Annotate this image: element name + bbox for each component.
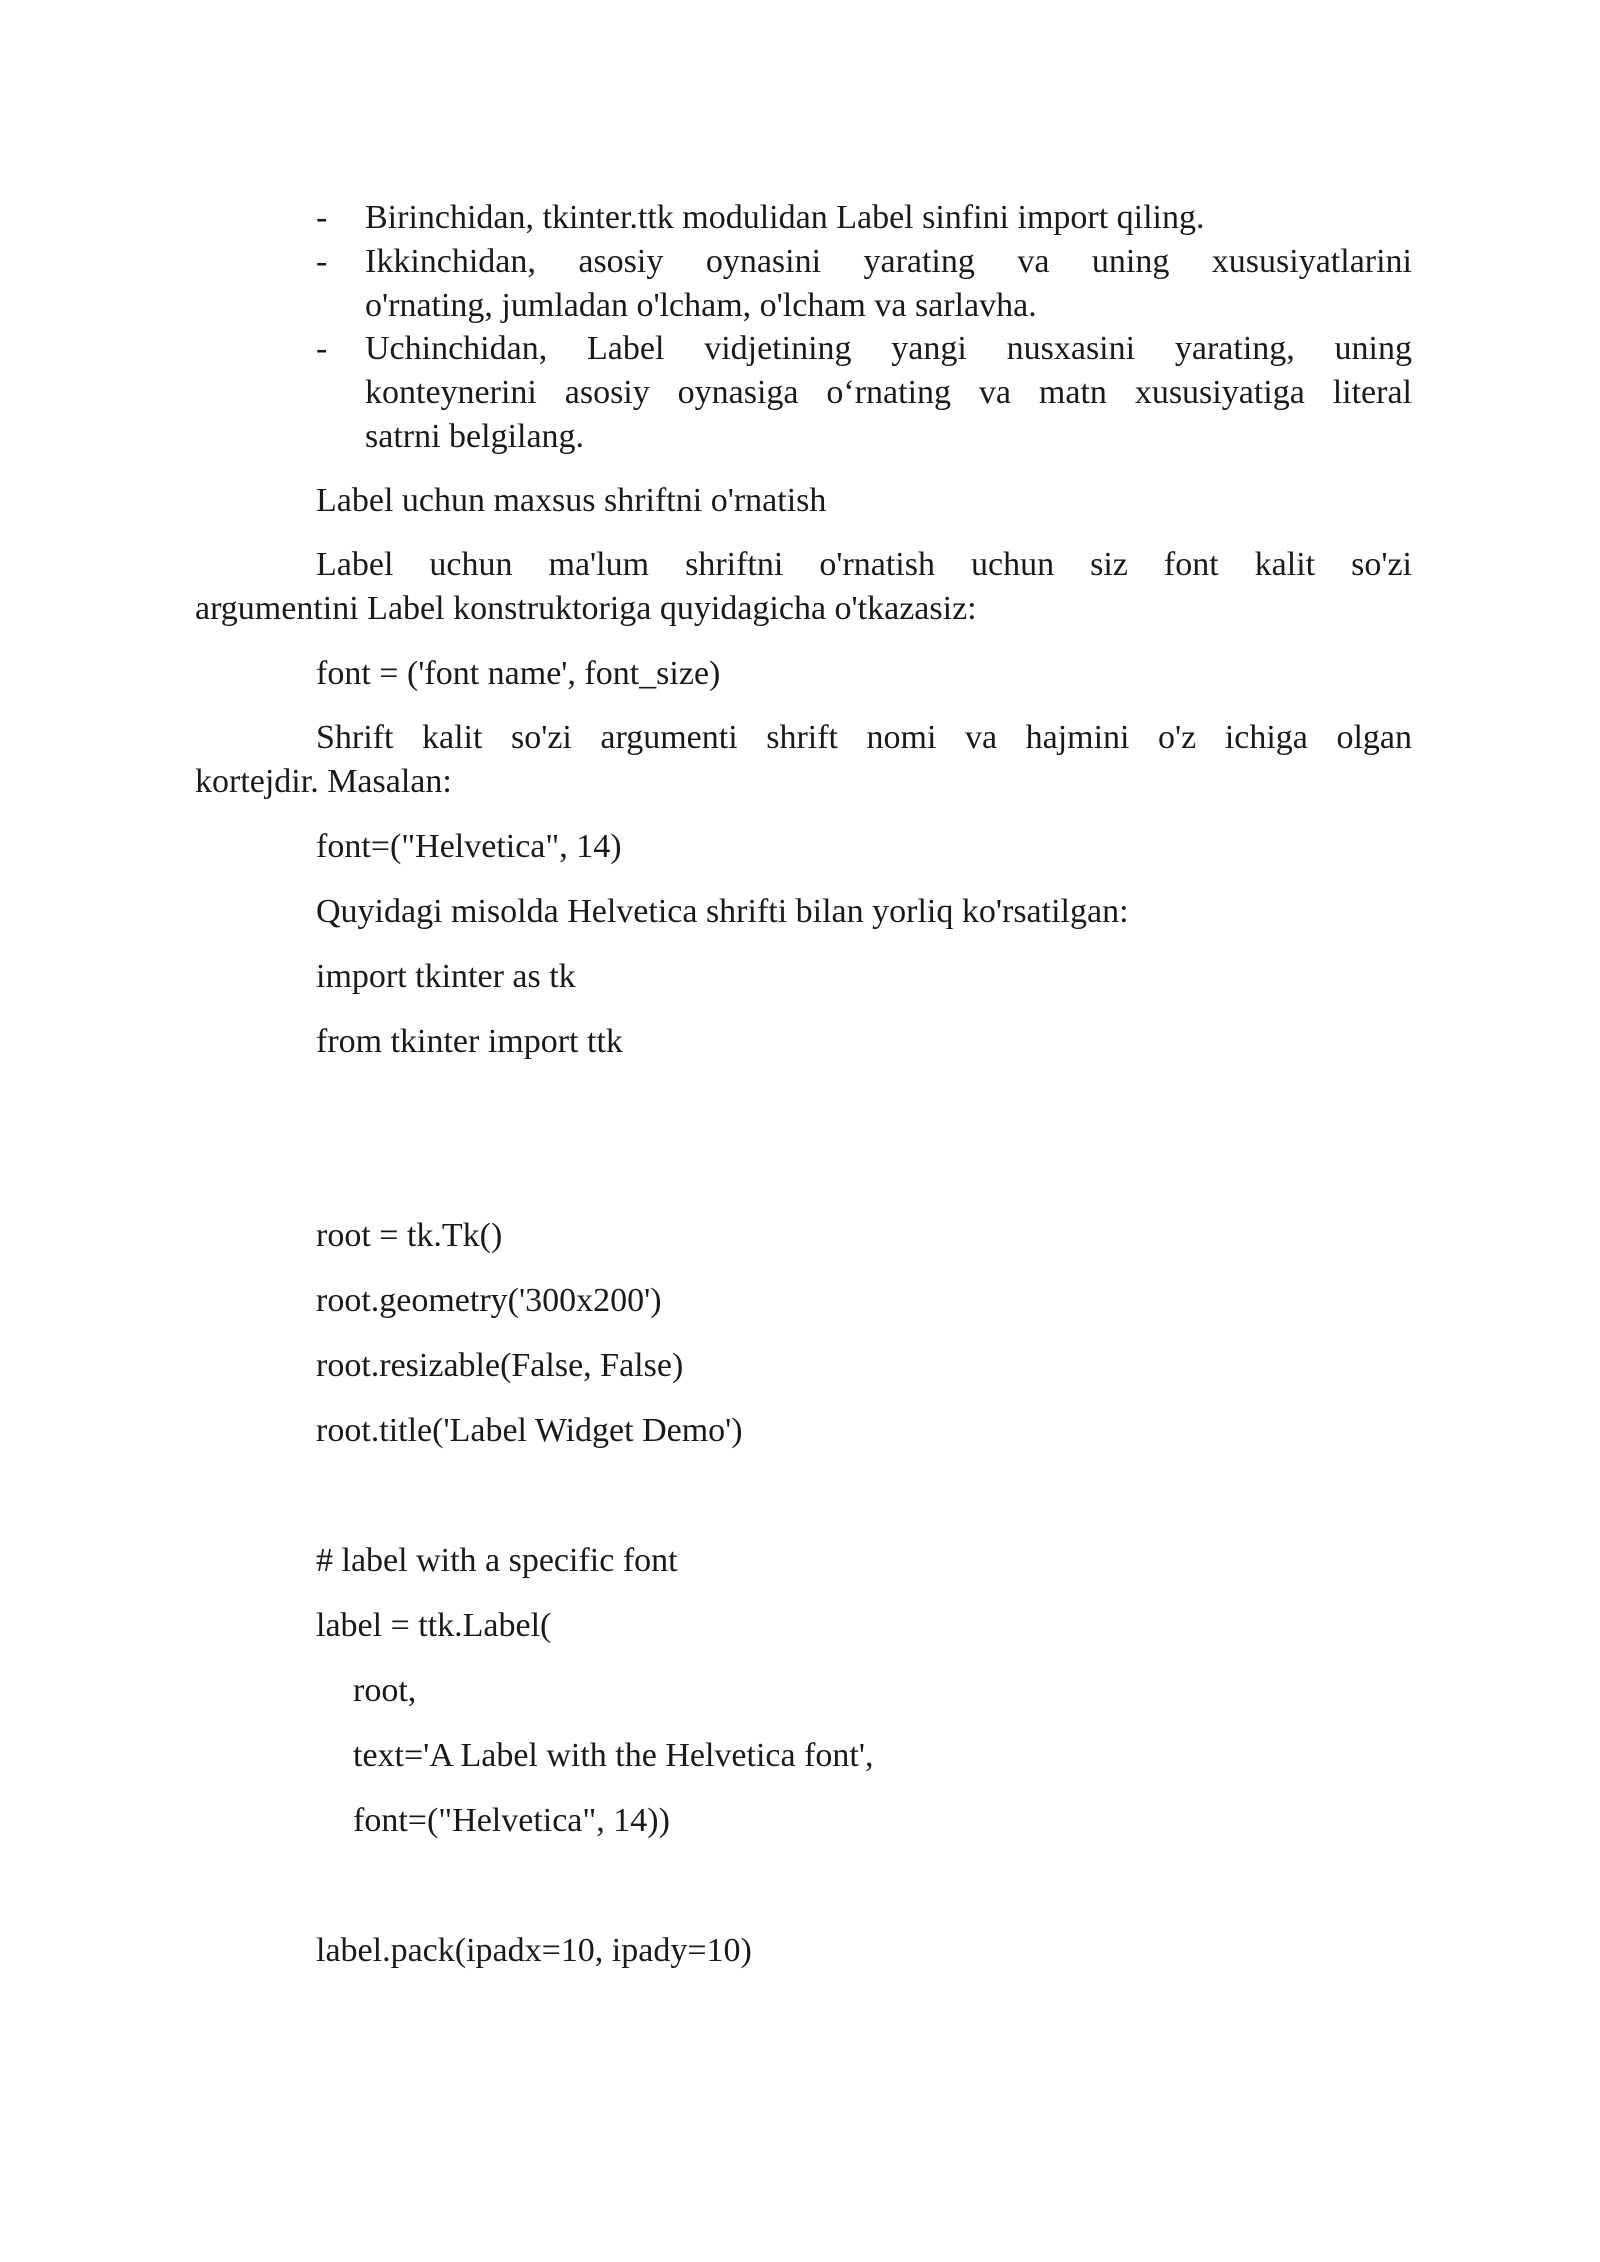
- bullet-2-line-2: o'rnating, jumladan o'lcham, o'lcham va sarlavha.: [365, 287, 1037, 324]
- section-heading: Label uchun maxsus shriftni o'rnatish: [316, 482, 827, 519]
- code-line-arg-font: font=("Helvetica", 14)): [353, 1802, 670, 1839]
- code-line-arg-root: root,: [353, 1672, 417, 1709]
- bullet-3-line-2: konteynerini asosiy oynasiga o‘rnating va matn xususiyatiga literal: [365, 374, 1412, 411]
- bullet-2-line-1: Ikkinchidan, asosiy oynasini yarating va uning xususiyatlarini: [365, 243, 1412, 280]
- paragraph-2-line-2: kortejdir. Masalan:: [195, 763, 452, 800]
- paragraph-1-line-1: Label uchun ma'lum shriftni o'rnatish uchun siz font kalit so'zi: [316, 546, 1412, 583]
- paragraph-2-line-1: Shrift kalit so'zi argumenti shrift nomi va hajmini o'z ichiga olgan: [316, 719, 1412, 756]
- code-line-comment: # label with a specific font: [316, 1542, 678, 1579]
- bullet-3-line-1: Uchinchidan, Label vidjetining yangi nusxasini yarating, uning: [365, 330, 1412, 367]
- code-line-import-ttk: from tkinter import ttk: [316, 1023, 623, 1060]
- code-line-import-tkinter: import tkinter as tk: [316, 958, 576, 995]
- bullet-marker: -: [316, 199, 328, 236]
- example-intro-line: Quyidagi misolda Helvetica shrifti bilan yorliq ko'rsatilgan:: [316, 893, 1129, 930]
- bullet-marker: -: [316, 330, 328, 367]
- code-line-arg-text: text='A Label with the Helvetica font',: [353, 1737, 874, 1774]
- bullet-marker: -: [316, 243, 328, 280]
- font-example-line: font=("Helvetica", 14): [316, 828, 622, 865]
- code-line-pack: label.pack(ipadx=10, ipady=10): [316, 1932, 752, 1969]
- font-syntax-line: font = ('font name', font_size): [316, 655, 721, 692]
- code-line-label-open: label = ttk.Label(: [316, 1607, 552, 1644]
- code-line-geometry: root.geometry('300x200'): [316, 1282, 662, 1319]
- paragraph-1-line-2: argumentini Label konstruktoriga quyidagicha o'tkazasiz:: [195, 590, 977, 627]
- code-line-root-create: root = tk.Tk(): [316, 1217, 503, 1254]
- code-line-title: root.title('Label Widget Demo'): [316, 1412, 743, 1449]
- bullet-3-line-3: satrni belgilang.: [365, 418, 585, 455]
- bullet-1-line-1: Birinchidan, tkinter.ttk modulidan Label sinfini import qiling.: [365, 199, 1205, 236]
- code-line-resizable: root.resizable(False, False): [316, 1347, 684, 1384]
